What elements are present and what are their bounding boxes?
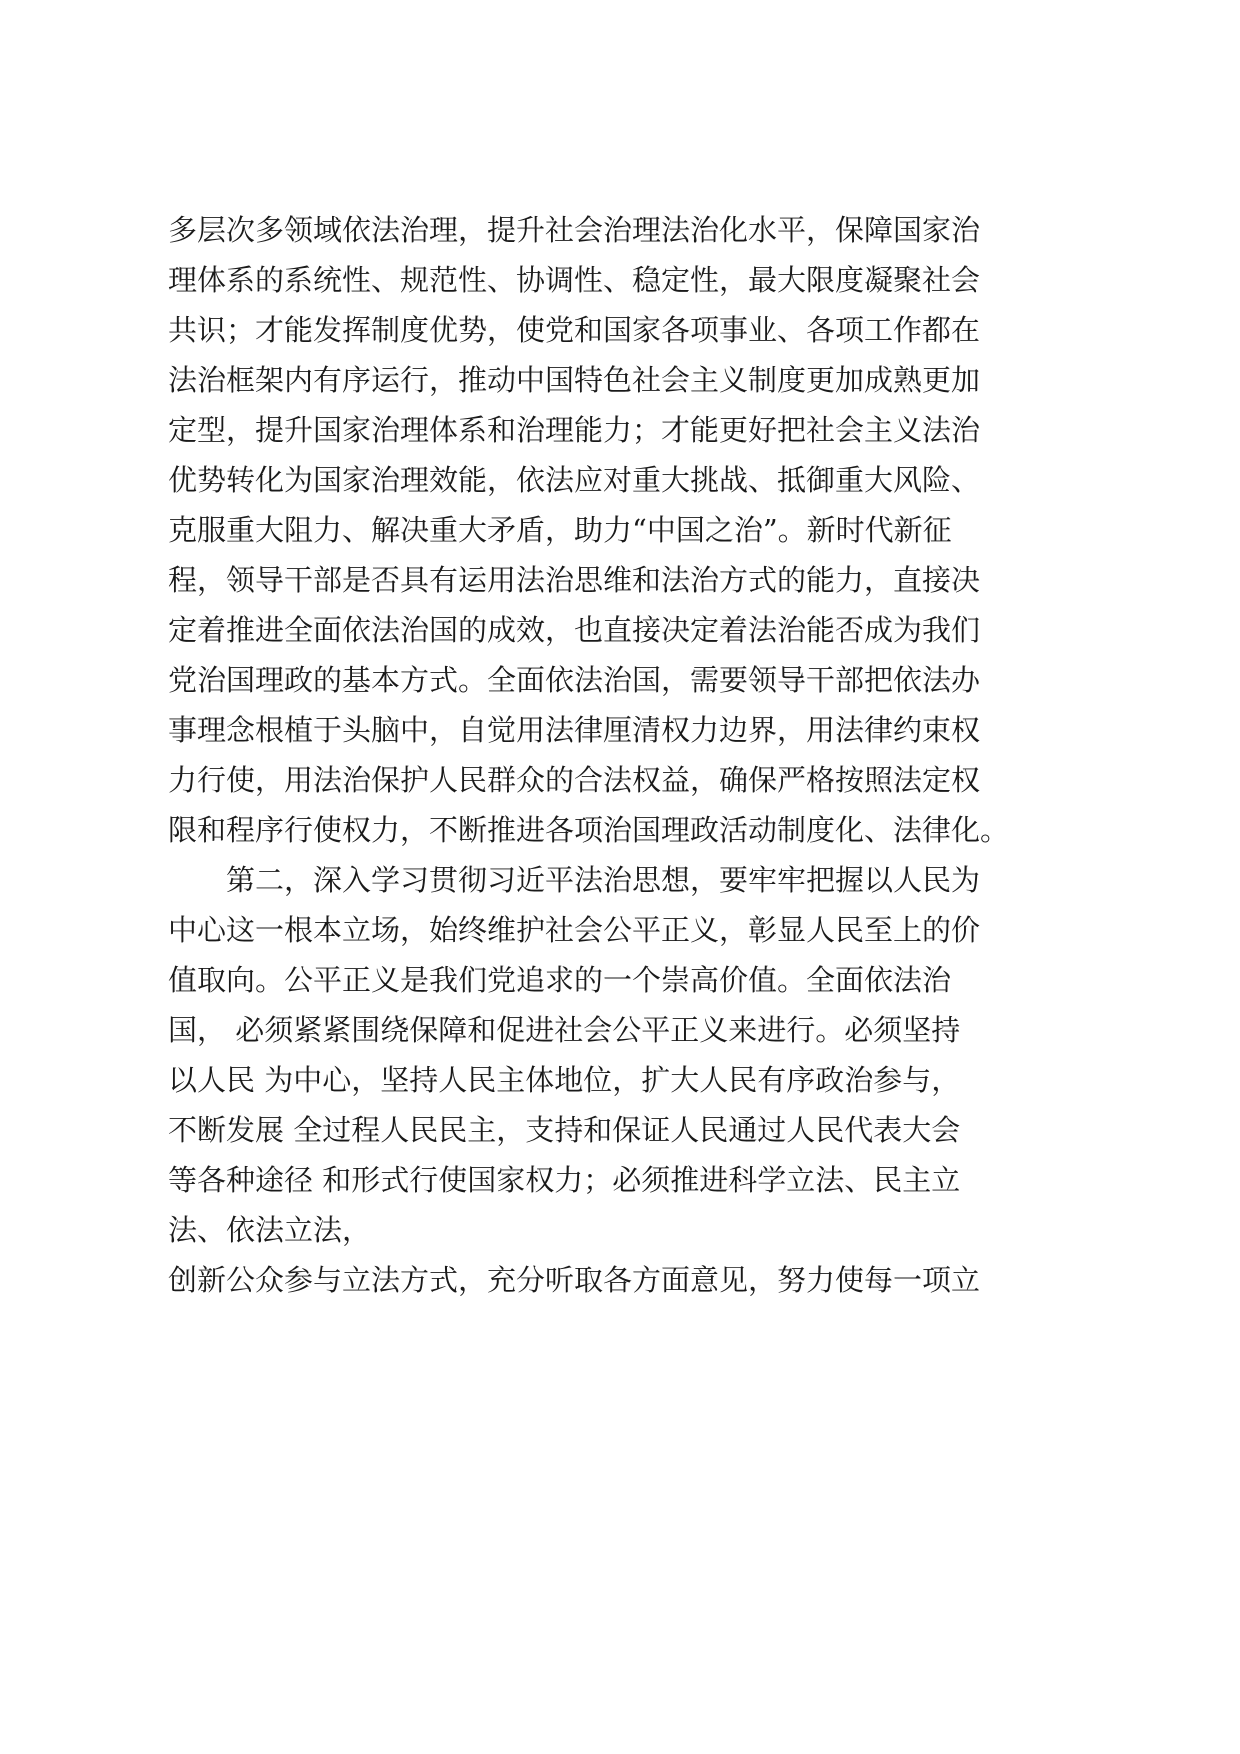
text-line: 多层次多领域依法治理，提升社会治理法治化水平，保障国家治	[168, 213, 981, 247]
text-line: 共识；才能发挥制度优势，使党和国家各项事业、各项工作都在	[168, 313, 981, 347]
text-line: 创新公众参与立法方式，充分听取各方面意见，努力使每一项立	[168, 1263, 981, 1297]
text-line: 中心这一根本立场，始终维护社会公平正义，彰显人民至上的价	[168, 913, 981, 947]
text-line: 理体系的系统性、规范性、协调性、稳定性，最大限度凝聚社会	[168, 263, 981, 297]
text-line: 克服重大阻力、解决重大矛盾，助力“中国之治”。新时代新征	[168, 513, 952, 547]
text-line: 事理念根植于头脑中，自觉用法律厘清权力边界，用法律约束权	[168, 713, 981, 747]
text-line: 程，领导干部是否具有运用法治思维和法治方式的能力，直接决	[168, 563, 981, 597]
text-line: 值取向。公平正义是我们党追求的一个崇高价值。全面依法治	[168, 963, 952, 997]
text-line: 法治框架内有序运行，推动中国特色社会主义制度更加成熟更加	[168, 363, 981, 397]
text-line: 以人民 为中心，坚持人民主体地位，扩大人民有序政治参与，	[168, 1063, 961, 1097]
text-line: 党治国理政的基本方式。全面依法治国，需要领导干部把依法办	[168, 663, 981, 697]
text-line: 法、依法立法，	[168, 1213, 372, 1247]
text-line: 不断发展 全过程人民民主，支持和保证人民通过人民代表大会	[168, 1113, 961, 1147]
text-line: 力行使，用法治保护人民群众的合法权益，确保严格按照法定权	[168, 763, 981, 797]
text-line: 限和程序行使权力，不断推进各项治国理政活动制度化、法律化。	[168, 813, 1010, 847]
text-line: 第二，深入学习贯彻习近平法治思想，要牢牢把握以人民为	[168, 863, 981, 897]
text-line: 国， 必须紧紧围绕保障和促进社会公平正义来进行。必须坚持	[168, 1013, 961, 1047]
text-line: 定型，提升国家治理体系和治理能力；才能更好把社会主义法治	[168, 413, 981, 447]
text-line: 等各种途径 和形式行使国家权力；必须推进科学立法、民主立	[168, 1163, 961, 1197]
text-line: 定着推进全面依法治国的成效，也直接决定着法治能否成为我们	[168, 613, 981, 647]
text-line: 优势转化为国家治理效能，依法应对重大挑战、抵御重大风险、	[168, 463, 981, 497]
